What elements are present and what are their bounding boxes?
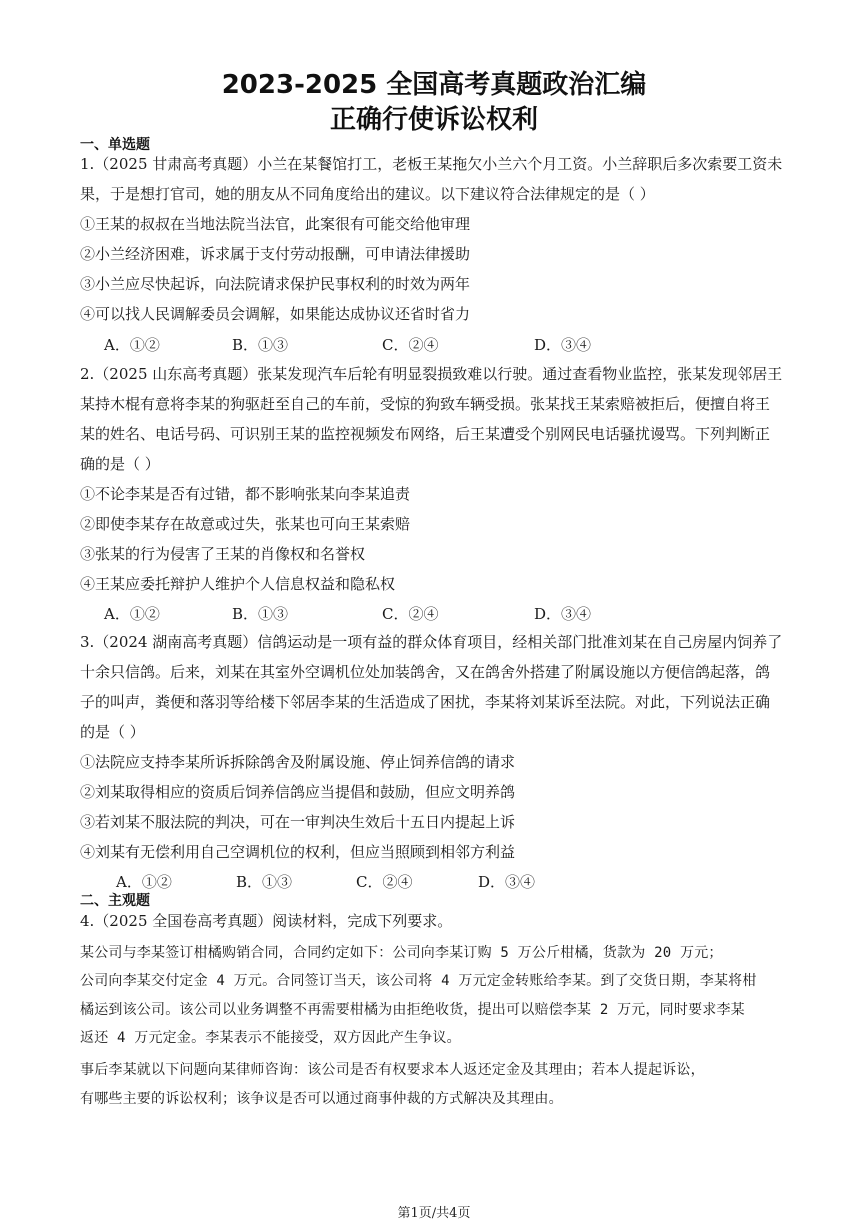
- q2-option-b: B．①③: [232, 605, 289, 623]
- q4-material-line: 返还 4 万元定金。李某表示不能接受，双方因此产生争议。: [80, 1030, 461, 1046]
- q4-stem: 4.（2025 全国卷高考真题）阅读材料，完成下列要求。: [80, 912, 453, 930]
- document-subtitle: 正确行使诉讼权利: [329, 105, 538, 135]
- q1-statement: ③小兰应尽快起诉，向法院请求保护民事权利的时效为两年: [80, 275, 471, 293]
- q2-statement: ③张某的行为侵害了王某的肖像权和名誉权: [80, 545, 366, 563]
- q1-option-b: B．①③: [232, 336, 289, 354]
- q3-statement: ②刘某取得相应的资质后饲养信鸽应当提倡和鼓励，但应文明养鸽: [80, 783, 516, 801]
- q3-stem-line: 子的叫声，粪便和落羽等给楼下邻居李某的生活造成了困扰，李某将刘某诉至法院。对此，下列说法正确: [80, 693, 771, 711]
- q3-statement: ④刘某有无偿利用自己空调机位的权利，但应当照顾到相邻方利益: [80, 843, 516, 861]
- q2-stem-line: 确的是（ ）: [80, 455, 160, 473]
- q4-material-line: 某公司与李某签订柑橘购销合同，合同约定如下：公司向李某订购 5 万公斤柑橘，货款为 20 万元；: [80, 945, 723, 961]
- document-title: 2023-2025 全国高考真题政治汇编: [221, 70, 647, 100]
- q1-stem-line: 1.（2025 甘肃高考真题）小兰在某餐馆打工，老板王某拖欠小兰六个月工资。小兰辞职后多次索要工资未: [80, 155, 783, 173]
- q2-option-d: D．③④: [534, 605, 592, 623]
- q3-stem-line: 十余只信鸽。后来，刘某在其室外空调机位处加装鸽舍，又在鸽舍外搭建了附属设施以方便信鸽起落，鸽: [80, 663, 771, 681]
- q1-option-d: D．③④: [534, 336, 592, 354]
- q2-statement: ②即使李某存在故意或过失，张某也可向王某索赔: [80, 515, 411, 533]
- q1-option-c: C．②④: [382, 336, 439, 354]
- q3-statement: ①法院应支持李某所诉拆除鸽舍及附属设施、停止饲养信鸽的请求: [80, 753, 516, 771]
- q2-stem-line: 某持木棍有意将李某的狗驱赶至自己的车前，受惊的狗致车辆受损。张某找王某索赔被拒后，便擅自将王: [80, 395, 771, 413]
- section-heading-single-choice: 一、单选题: [80, 137, 150, 153]
- q2-stem-line: 2.（2025 山东高考真题）张某发现汽车后轮有明显裂损致难以行驶。通过查看物业监控，张某发现邻居王: [80, 365, 783, 383]
- q2-option-a: A．①②: [104, 605, 160, 623]
- q2-statement: ④王某应委托辩护人维护个人信息权益和隐私权: [80, 575, 396, 593]
- page-number: 第1页/共4页: [397, 1206, 471, 1221]
- q4-material-line: 公司向李某交付定金 4 万元。合同签订当天，该公司将 4 万元定金转账给李某。到了交货日期，李某将柑: [80, 973, 757, 989]
- q2-option-c: C．②④: [382, 605, 439, 623]
- q4-material-line: 事后李某就以下问题向某律师咨询：该公司是否有权要求本人返还定金及其理由；若本人提起诉讼，: [80, 1062, 705, 1078]
- section-heading-subjective: 二、主观题: [80, 893, 150, 909]
- q1-statement: ④可以找人民调解委员会调解，如果能达成协议还省时省力: [80, 305, 471, 323]
- q3-option-a: A．①②: [116, 873, 172, 891]
- q3-statement: ③若刘某不服法院的判决，可在一审判决生效后十五日内提起上诉: [80, 813, 516, 831]
- q1-stem-line: 果，于是想打官司，她的朋友从不同角度给出的建议。以下建议符合法律规定的是（ ）: [80, 185, 655, 203]
- q4-material-line: 橘运到该公司。该公司以业务调整不再需要柑橘为由拒绝收货，提出可以赔偿李某 2 万元，同时要求李某: [80, 1002, 745, 1018]
- q3-option-d: D．③④: [478, 873, 536, 891]
- q2-statement: ①不论李某是否有过错，都不影响张某向李某追责: [80, 485, 411, 503]
- q1-statement: ①王某的叔叔在当地法院当法官，此案很有可能交给他审理: [80, 215, 471, 233]
- q3-option-b: B．①③: [236, 873, 293, 891]
- q3-stem-line: 3.（2024 湖南高考真题）信鸽运动是一项有益的群众体育项目，经相关部门批准刘某在自己房屋内饲养了: [80, 633, 783, 651]
- q2-stem-line: 某的姓名、电话号码、可识别王某的监控视频发布网络，后王某遭受个别网民电话骚扰谩骂。下列判断正: [80, 425, 771, 443]
- q3-option-c: C．②④: [356, 873, 413, 891]
- q1-statement: ②小兰经济困难，诉求属于支付劳动报酬，可申请法律援助: [80, 245, 471, 263]
- q3-stem-line: 的是（ ）: [80, 723, 145, 741]
- q4-material-line: 有哪些主要的诉讼权利；该争议是否可以通过商事仲裁的方式解决及其理由。: [80, 1091, 563, 1107]
- q1-option-a: A．①②: [104, 336, 160, 354]
